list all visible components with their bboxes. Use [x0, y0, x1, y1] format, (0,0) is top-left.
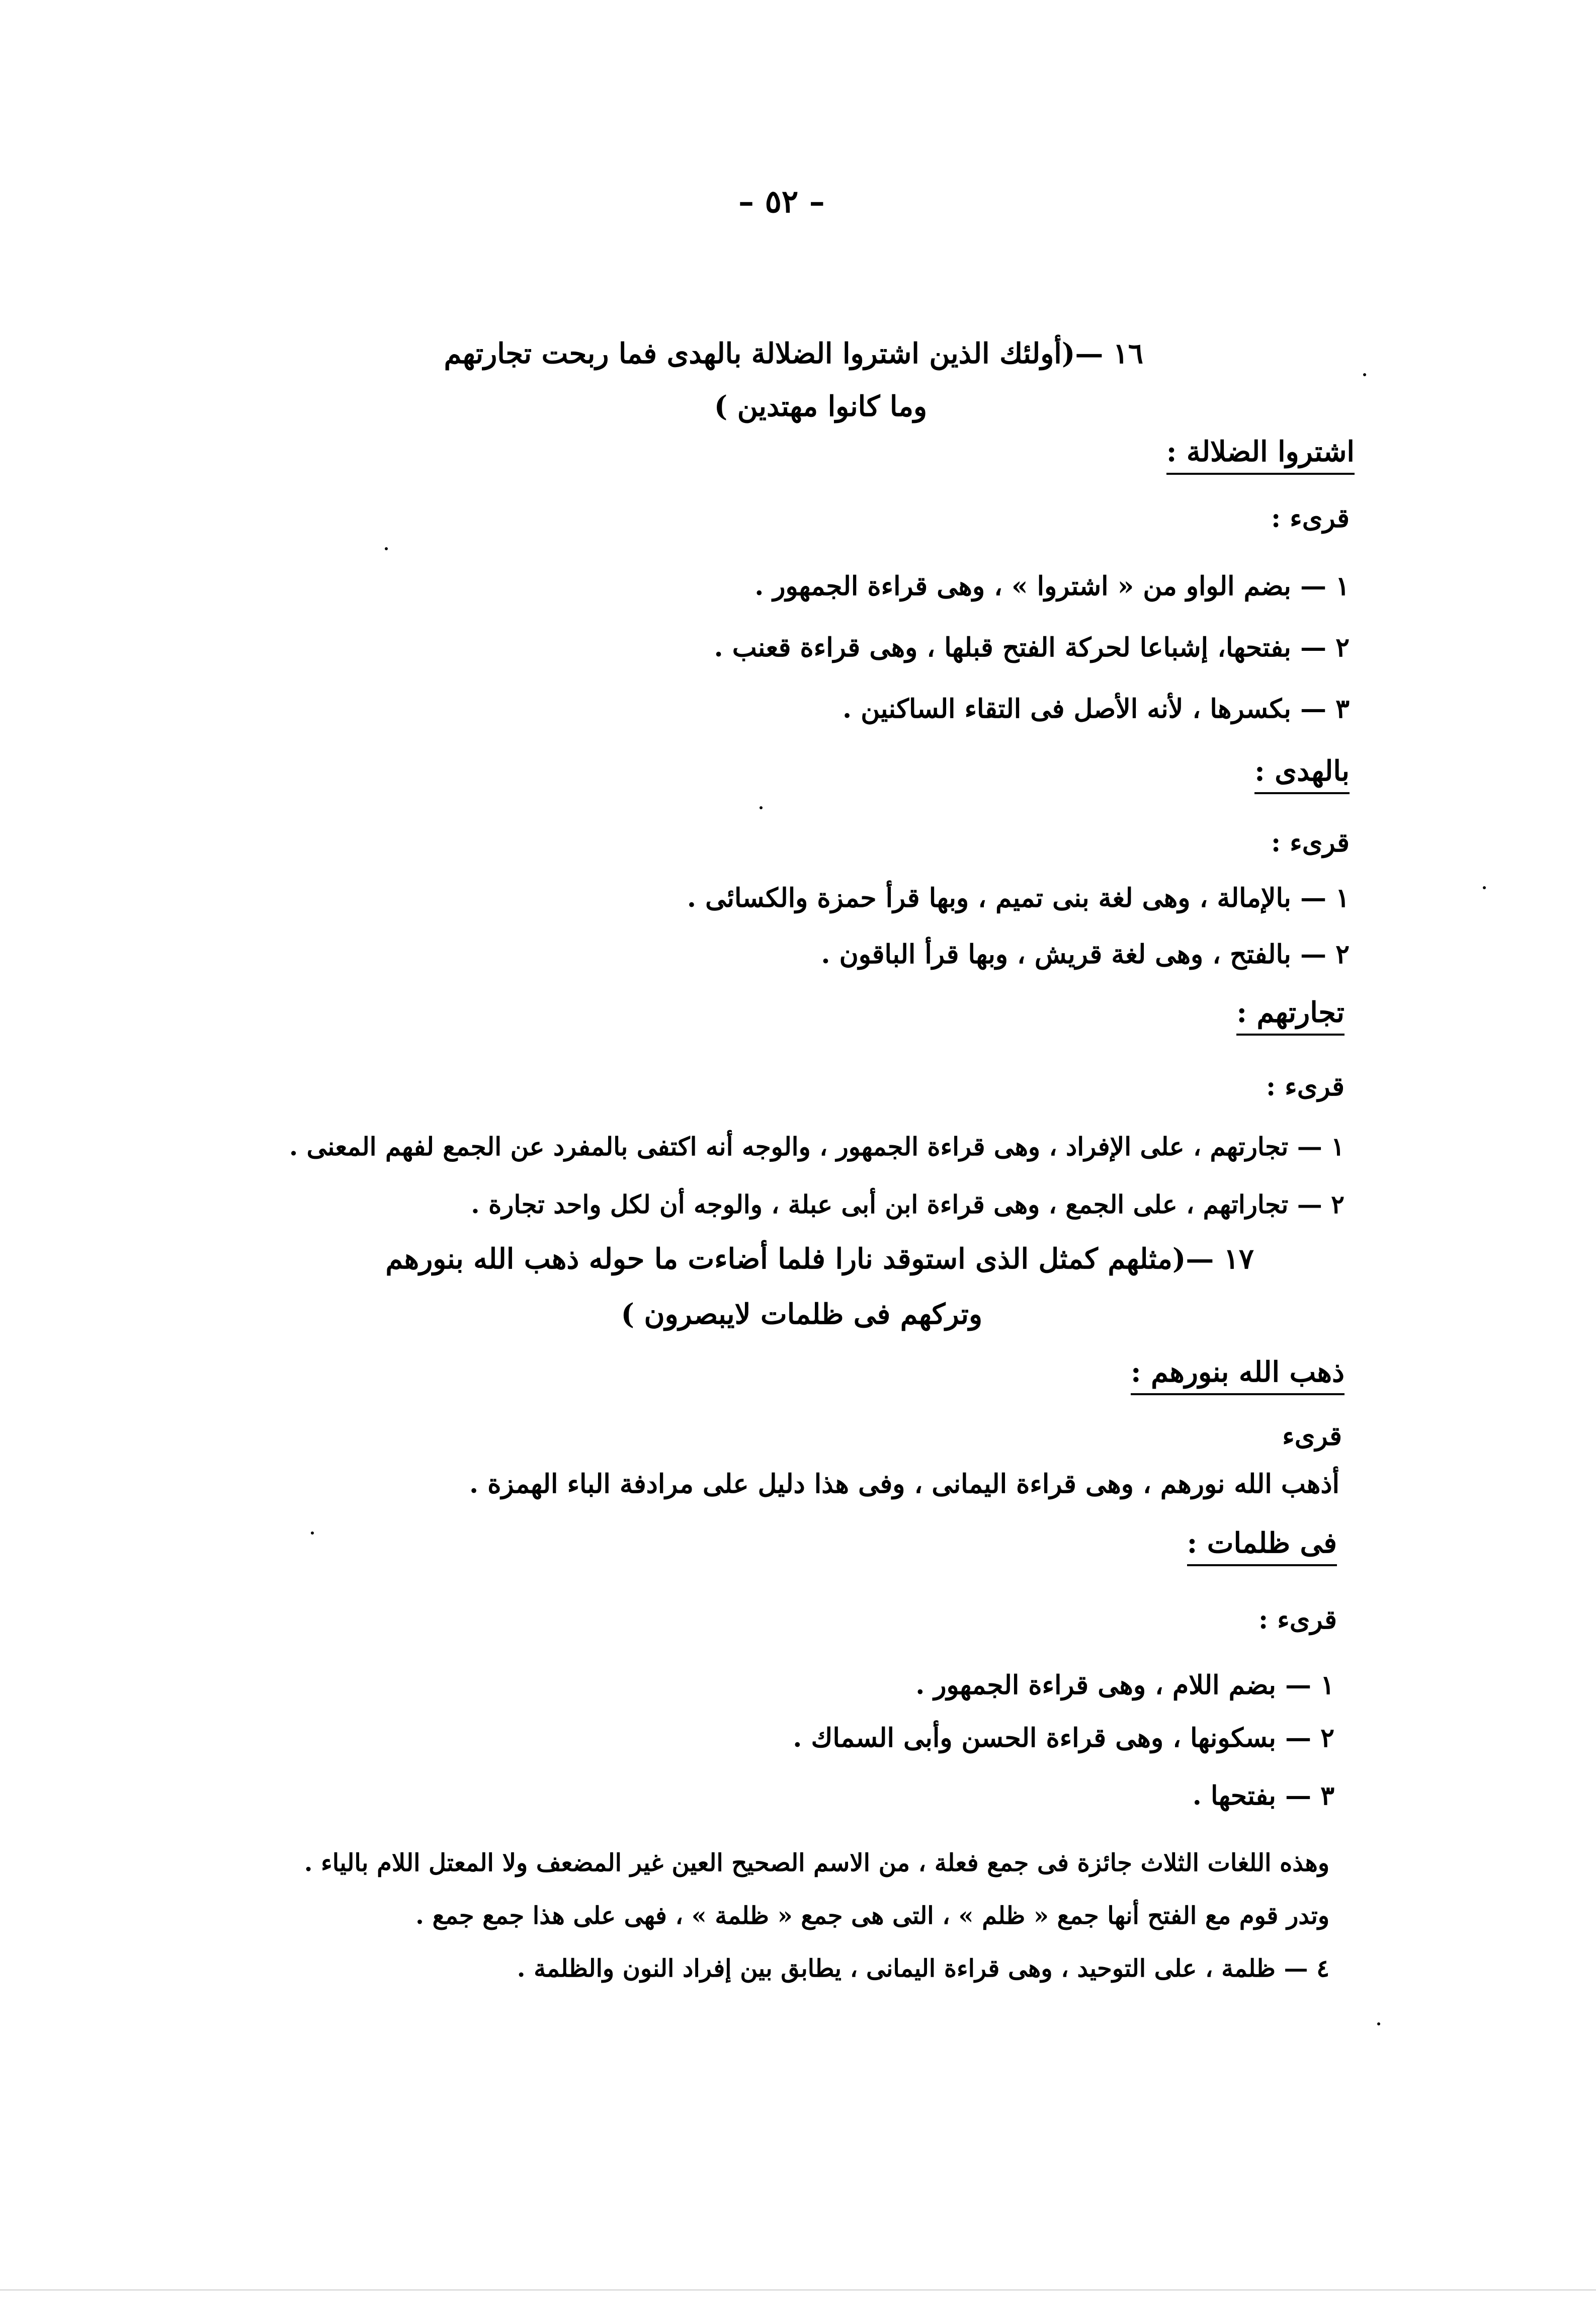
verse-16-line-2: وما كانوا مهتدين ) [714, 390, 927, 423]
scan-speck [311, 1532, 314, 1535]
section-heading-fi-zulumat: فى ظلمات : [1187, 1529, 1337, 1566]
bottom-border [0, 2289, 1596, 2290]
section-5-item-3: ٣ — بفتحها . [1192, 1780, 1334, 1811]
verse-17-line-1: ١٧ —(مثلهم كمثل الذى استوقد نارا فلما أضاءت ما حوله ذهب الله بنورهم [385, 1242, 1254, 1275]
section-3-item-2: ٢ — تجاراتهم ، على الجمع ، وهى قراءة ابن أبى عبلة ، والوجه أن لكل واحد تجارة . [471, 1189, 1345, 1219]
verse-16-line-1: ١٦ —(أولئك الذين اشتروا الضلالة بالهدى فما ربحت تجارتهم [444, 337, 1143, 370]
scan-speck [760, 806, 763, 809]
section-2-item-2: ٢ — بالفتح ، وهى لغة قريش ، وبها قرأ الباقون . [821, 939, 1350, 970]
section-2-label: قرىء : [1271, 827, 1350, 858]
section-heading-tijaratuhum: تجارتهم : [1236, 998, 1345, 1036]
section-5-paragraph-1: وهذه اللغات الثلاث جائزة فى جمع فعلة ، من الاسم الصحيح العين غير المضعف ولا المعتل اللام بالياء . [304, 1849, 1329, 1877]
section-heading-ishtaraw: اشتروا الضلالة : [1166, 438, 1355, 475]
section-3-item-1: ١ — تجارتهم ، على الإفراد ، وهى قراءة الجمهور ، والوجه أنه اكتفى بالمفرد عن الجمع لفهم المعنى . [289, 1132, 1345, 1161]
section-3-label: قرىء : [1266, 1071, 1345, 1102]
section-4-text: أذهب الله نورهم ، وهى قراءة اليمانى ، وفى هذا دليل على مرادفة الباء الهمزة . [469, 1469, 1339, 1499]
section-5-item-4: ٤ — ظلمة ، على التوحيد ، وهى قراءة اليمانى ، يطابق بين إفراد النون والظلمة . [517, 1954, 1329, 1983]
scan-speck [1377, 2022, 1380, 2025]
scan-speck [385, 547, 388, 550]
scan-speck [1483, 886, 1486, 889]
section-1-label: قرىء : [1271, 503, 1350, 534]
section-5-label: قرىء : [1258, 1604, 1337, 1635]
section-heading-bilhuda: بالهدى : [1254, 757, 1350, 794]
page-number: – ٥٢ – [738, 183, 825, 220]
section-2-item-1: ١ — بالإمالة ، وهى لغة بنى تميم ، وبها قرأ حمزة والكسائى . [687, 883, 1350, 913]
section-5-item-1: ١ — بضم اللام ، وهى قراءة الجمهور . [915, 1670, 1334, 1700]
section-4-label: قرىء [1282, 1421, 1342, 1452]
section-5-paragraph-2: وتدر قوم مع الفتح أنها جمع « ظلم » ، التى هى جمع « ظلمة » ، فهى على هذا جمع جمع . [415, 1902, 1329, 1930]
section-1-item-2: ٢ — بفتحها، إشباعا لحركة الفتح قبلها ، وهى قراءة قعنب . [714, 632, 1350, 663]
section-heading-dhahaba: ذهب الله بنورهم : [1131, 1358, 1345, 1395]
section-1-item-1: ١ — بضم الواو من « اشتروا » ، وهى قراءة الجمهور . [754, 571, 1350, 602]
verse-17-line-2: وتركهم فى ظلمات لايبصرون ) [621, 1298, 982, 1331]
section-1-item-3: ٣ — بكسرها ، لأنه الأصل فى التقاء الساكنين . [843, 694, 1350, 724]
scan-speck [1363, 373, 1366, 376]
section-5-item-2: ٢ — بسكونها ، وهى قراءة الحسن وأبى السماك . [793, 1723, 1334, 1753]
